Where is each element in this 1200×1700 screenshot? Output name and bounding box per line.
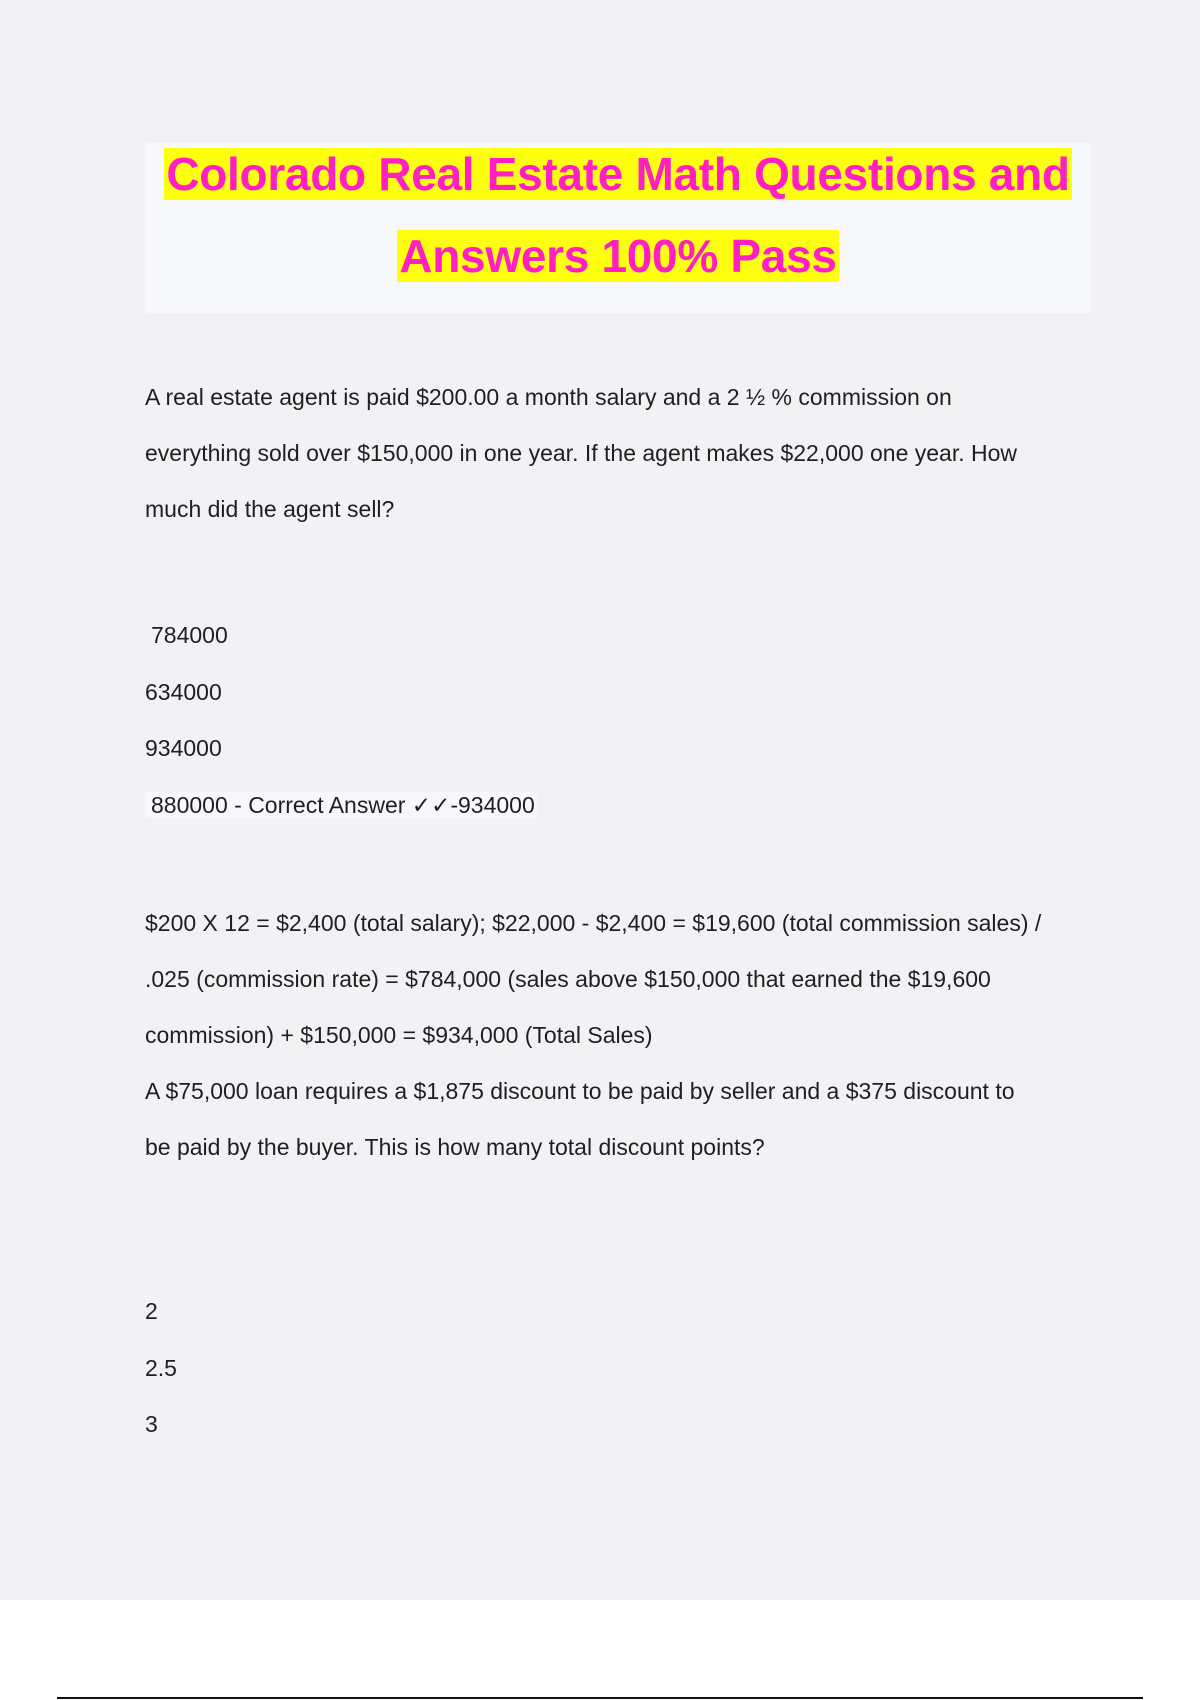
answer-option: 784000 [151, 622, 228, 648]
answer-option: 3 [145, 1411, 158, 1438]
question-1-line-3: much did the agent sell? [145, 496, 395, 522]
answer-option: 934000 [145, 735, 222, 762]
question-1-line-1: A real estate agent is paid $200.00 a month salary and a 2 ½ % commission on [145, 384, 952, 410]
answer-option-correct [145, 777, 1095, 834]
question-2-line-2: be paid by the buyer. This is how many total discount points? [145, 1134, 765, 1160]
question-1-options [145, 607, 1095, 834]
page-title-line-2: Answers 100% Pass [399, 230, 837, 282]
explanation-line-1: $200 X 12 = $2,400 (total salary); $22,000 - $2,400 = $19,600 (total commission sales) / [145, 910, 1042, 936]
title-block [145, 143, 1091, 313]
question-2-line-1: A $75,000 loan requires a $1,875 discount to be paid by seller and a $375 discount to [145, 1078, 1015, 1104]
correct-answer-text: 880000 - Correct Answer ✓✓-934000 [151, 792, 535, 819]
question-1-line-2: everything sold over $150,000 in one year. If the agent makes $22,000 one year. How [145, 440, 1018, 466]
answer-option: 2.5 [145, 1354, 177, 1381]
answer-option: 634000 [145, 678, 222, 705]
answer-option: 2 [145, 1298, 158, 1324]
question-1 [145, 369, 1095, 537]
page-title-line-1: Colorado Real Estate Math Questions and [166, 148, 1070, 200]
explanation-line-2: .025 (commission rate) = $784,000 (sales above $150,000 that earned the $19,600 [145, 966, 991, 992]
explanation-line-3: commission) + $150,000 = $934,000 (Total Sales) [145, 1022, 653, 1048]
explanation-1 [145, 895, 1095, 1175]
question-2-options [145, 1283, 1095, 1453]
page-divider-line [57, 1697, 1143, 1699]
